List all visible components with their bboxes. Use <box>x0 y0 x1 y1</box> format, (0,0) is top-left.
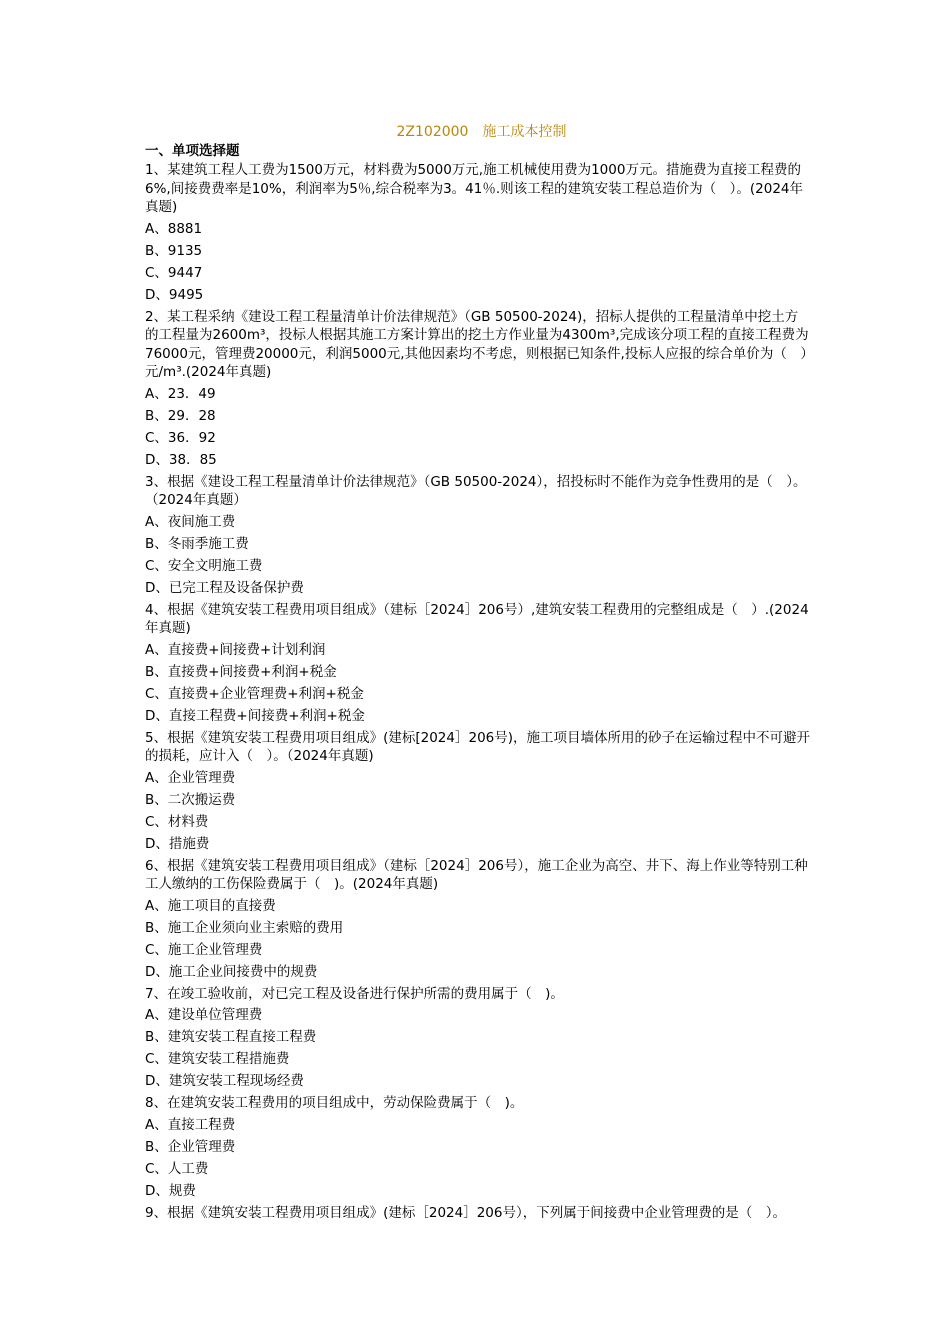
document-page <box>145 122 810 1225</box>
option-b: B、施工企业须向业主索赔的费用 <box>145 919 344 936</box>
question-stem: 2、某工程采纳《建设工程工程量清单计价法律规范》（GB 50500-2024)，招标人提供的工程量清单中挖土方的工程量为2600m³，投标人根据其施工方案计算出的挖土方作业量为4300m³,完成该分项工程的直接工程费为76000元，管理费20000元，利润5000元,其他因素均不考虑，则根据已知条件,投标人应报的综合单价为（ ）元/m³.(2024年真题) <box>145 308 809 380</box>
option-a: A、施工项目的直接费 <box>145 897 276 914</box>
option-a: A、直接费+间接费+计划利润 <box>145 641 326 658</box>
option-d: D、建筑安装工程现场经费 <box>145 1073 304 1089</box>
option-d: D、已完工程及设备保护费 <box>145 579 304 596</box>
option-c: C、材料费 <box>145 813 209 830</box>
option-d: D、施工企业间接费中的规费 <box>145 963 318 980</box>
option-c: C、36．92 <box>145 429 216 446</box>
question-2 <box>145 308 810 469</box>
option-a: A、夜间施工费 <box>145 513 236 530</box>
option-a: A、23．49 <box>145 385 216 402</box>
option-c: C、人工费 <box>145 1160 209 1177</box>
option-b: B、企业管理费 <box>145 1138 236 1155</box>
option-b: B、直接费+间接费+利润+税金 <box>145 663 337 680</box>
question-6 <box>145 857 810 981</box>
option-b: B、二次搬运费 <box>145 791 236 808</box>
question-stem: 4、根据《建筑安装工程费用项目组成》（建标［2024］206号）,建筑安装工程费用的完整组成是（ ）.(2024年真题) <box>145 601 809 636</box>
option-d: D、9495 <box>145 286 204 303</box>
option-c: C、安全文明施工费 <box>145 557 263 574</box>
option-a: A、8881 <box>145 220 203 237</box>
option-c: C、9447 <box>145 264 203 281</box>
question-stem: 3、根据《建设工程工程量清单计价法律规范》（GB 50500-2024），招投标时不能作为竞争性费用的是（ ）。（2024年真题） <box>145 473 807 508</box>
question-4 <box>145 601 810 725</box>
section-heading: 一、单项选择题 <box>145 143 240 159</box>
question-stem: 7、在竣工验收前，对已完工程及设备进行保护所需的费用属于（ )。 <box>145 985 564 1002</box>
option-c: C、直接费+企业管理费+利润+税金 <box>145 685 364 702</box>
option-a: A、建设单位管理费 <box>145 1007 263 1023</box>
option-c: C、施工企业管理费 <box>145 941 263 958</box>
option-d: D、直接工程费+间接费+利润+税金 <box>145 707 365 724</box>
document-title: 2Z102000 施工成本控制 <box>396 124 567 140</box>
option-b: B、29．28 <box>145 407 216 424</box>
option-b: B、建筑安装工程直接工程费 <box>145 1029 317 1045</box>
question-stem: 5、根据《建筑安装工程费用项目组成》(建标[2024］206号)，施工项目墙体所用的砂子在运输过程中不可避开的损耗，应计入（ ）。（2024年真题) <box>145 729 811 764</box>
option-c: C、建筑安装工程措施费 <box>145 1051 290 1067</box>
question-stem: 8、在建筑安装工程费用的项目组成中，劳动保险费属于（ )。 <box>145 1095 524 1111</box>
question-stem: 1、某建筑工程人工费为1500万元，材料费为5000万元,施工机械使用费为1000万元。措施费为直接工程费的6%,间接费费率是10%，利润率为5％,综合税率为3。41％.则该工程的建筑安装工程总造价为（ ）。(2024年真题) <box>145 162 804 215</box>
question-stem: 6、根据《建筑安装工程费用项目组成》（建标［2024］206号），施工企业为高空、井下、海上作业等特别工种工人缴纳的工伤保险费属于（ )。(2024年真题) <box>145 857 808 892</box>
option-b: B、9135 <box>145 242 203 259</box>
option-d: D、38．85 <box>145 451 217 468</box>
option-a: A、企业管理费 <box>145 769 236 786</box>
question-1 <box>145 161 810 304</box>
option-d: D、规费 <box>145 1182 196 1199</box>
option-a: A、直接工程费 <box>145 1116 236 1133</box>
option-b: B、冬雨季施工费 <box>145 535 249 552</box>
question-3 <box>145 473 810 597</box>
option-d: D、措施费 <box>145 835 210 852</box>
question-7 <box>145 985 810 1091</box>
question-8 <box>145 1094 810 1200</box>
question-stem: 9、根据《建筑安装工程费用项目组成》(建标［2024］206号），下列属于间接费中企业管理费的是（ ）。 <box>145 1204 786 1221</box>
question-5 <box>145 729 810 853</box>
question-9 <box>145 1204 810 1223</box>
